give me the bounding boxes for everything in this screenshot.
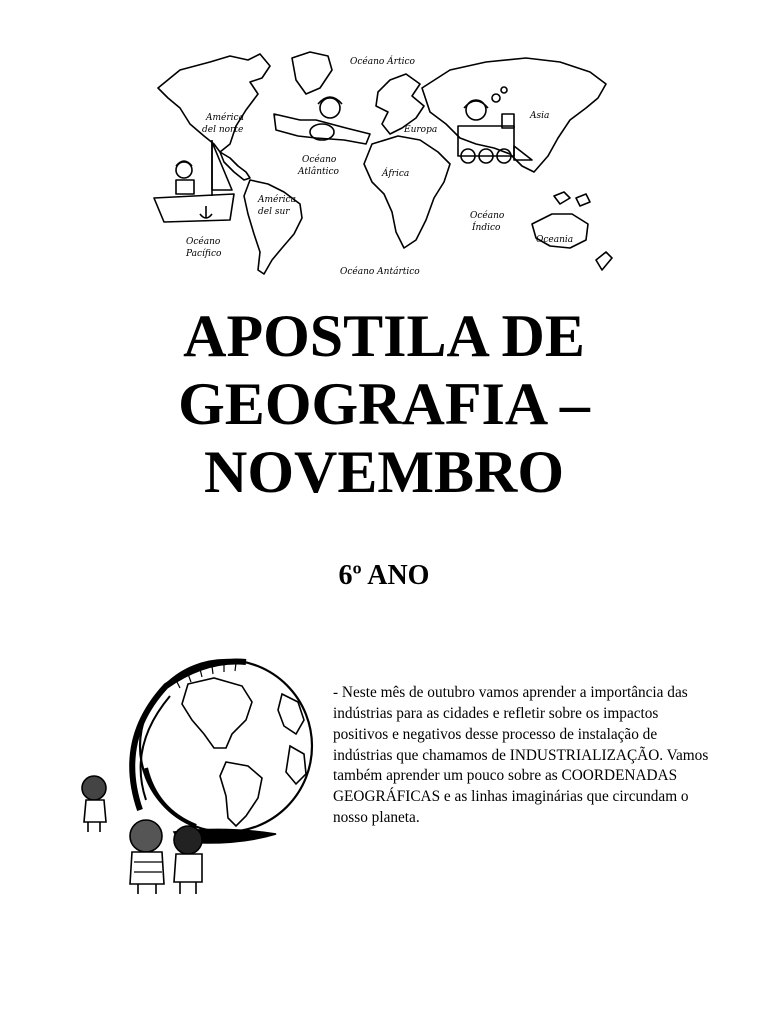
label-oceano-artico: Océano Ártico	[350, 57, 415, 67]
title-line-3: NOVEMBRO	[204, 439, 564, 505]
train-kid-drawing	[458, 87, 532, 163]
label-europa: Europa	[404, 125, 438, 135]
islands-shape	[554, 192, 590, 206]
page-title	[0, 302, 768, 506]
intro-paragraph: - Neste mês de outubro vamos aprender a importância das indústrias para as cidades e refletir sobre os impactos positivos e negativos desse processo de instalação de indústrias que chamamos de INDUSTRIALIZAÇÃO. Vamos também aprender um pouco sobre as COORDENADAS GEOGRÁFICAS e as linhas imaginárias que circundam o nosso planeta.	[333, 684, 709, 827]
child-left-drawing	[82, 776, 106, 832]
globe-continent-north-america	[182, 678, 252, 748]
central-america-shape	[220, 152, 250, 180]
north-america-shape	[158, 54, 270, 152]
label-america-sul-1: América	[258, 195, 296, 205]
label-atlantico-1: Océano	[302, 155, 337, 165]
label-america-norte-2: del norte	[202, 125, 244, 135]
africa-shape	[364, 136, 450, 248]
label-pacifico-2: Pacífico	[186, 249, 222, 259]
label-america-sul-2: del sur	[258, 207, 290, 217]
greenland-shape	[292, 52, 332, 94]
label-asia: Asia	[530, 111, 550, 121]
label-pacifico-1: Océano	[186, 237, 221, 247]
label-oceano-antartico: Océano Antártico	[340, 267, 420, 277]
child-middle-drawing	[130, 820, 164, 894]
label-africa: África	[382, 169, 410, 179]
title-line-1: APOSTILA DE	[183, 303, 585, 369]
airplane-kid-drawing	[274, 97, 370, 144]
grade-subtitle: 6º ANO	[338, 560, 430, 591]
label-indico-1: Océano	[470, 211, 505, 221]
child-right-drawing	[174, 826, 202, 894]
title-line-2: GEOGRAFIA –	[178, 371, 590, 437]
world-map-illustration	[150, 48, 620, 280]
globe-children-illustration	[76, 650, 322, 898]
new-zealand-shape	[596, 252, 612, 270]
globe-continent-south-america	[220, 762, 262, 826]
label-oceania: Oceania	[536, 235, 574, 245]
label-atlantico-2: Atlântico	[298, 167, 339, 177]
label-america-norte-1: América	[206, 113, 244, 123]
label-indico-2: Índico	[472, 223, 501, 233]
